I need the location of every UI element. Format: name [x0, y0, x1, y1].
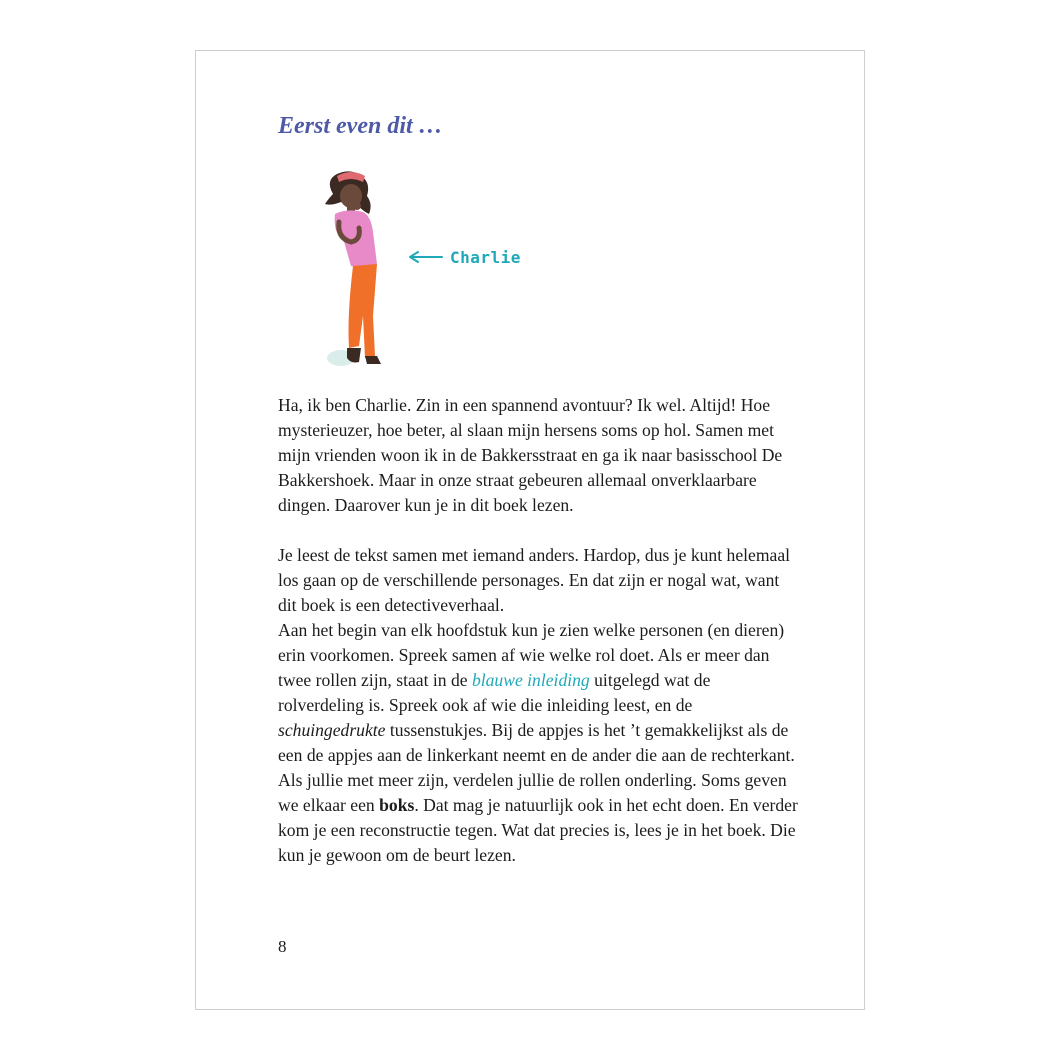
paragraph-roles-text-1: Aan het begin van elk hoofdstuk kun je zien welke personen (en dieren) erin voorkomen. Spreek samen af wie welke rol doet. Als er meer dan twee rollen zijn, staat in de [278, 620, 785, 690]
paragraph-intro: Ha, ik ben Charlie. Zin in een spannend avontuur? Ik wel. Altijd! Hoe mysterieuzer, hoe beter, al slaan mijn hersens soms op hol. Samen met mijn vrienden woon ik in de Bakkersstraat en ga ik naar basisschool De Bakkershoek. Maar in onze straat gebeuren allemaal onverklaarbare dingen. Daarover kun je in dit boek lezen. [278, 395, 783, 515]
body-text [278, 393, 798, 868]
paragraph-reading-together: Je leest de tekst samen met iemand anders. Hardop, dus je kunt helemaal los gaan op de verschillende personages. En dat zijn er nogal wat, want dit boek is een detectiveverhaal. [278, 545, 791, 615]
callout-label: Charlie [450, 247, 521, 267]
paragraph-roles-text-4: . Dat mag je natuurlijk ook in het echt doen. En verder kom je een reconstructie tegen. Wat dat precies is, lees je in het boek. Die kun je gewoon om de beurt lezen. [278, 795, 798, 865]
page-heading: Eerst even dit … [278, 113, 443, 139]
blue-intro-term: blauwe inleiding [471, 670, 590, 690]
paragraph-roles-text-3: tussenstukjes. Bij de appjes is het ’t gemakkelijkst als de een de appjes aan de linkerkant neemt en de ander die aan de rechterkant. Als jullie met meer zijn, verdelen jullie de rollen onderling. Soms geven we elkaar een [278, 720, 795, 815]
paragraph-roles-text-2: uitgelegd wat de rolverdeling is. Spreek ook af wie die inleiding leest, en de [278, 670, 711, 715]
arrow-left-icon [408, 251, 444, 263]
paragraph-roles [278, 618, 798, 868]
book-page [195, 50, 865, 1010]
charlie-illustration [311, 166, 421, 391]
charlie-callout [408, 247, 521, 267]
italic-term: schuingedrukte [278, 720, 386, 740]
bold-term: boks [379, 795, 415, 815]
page-number: 8 [278, 937, 287, 956]
